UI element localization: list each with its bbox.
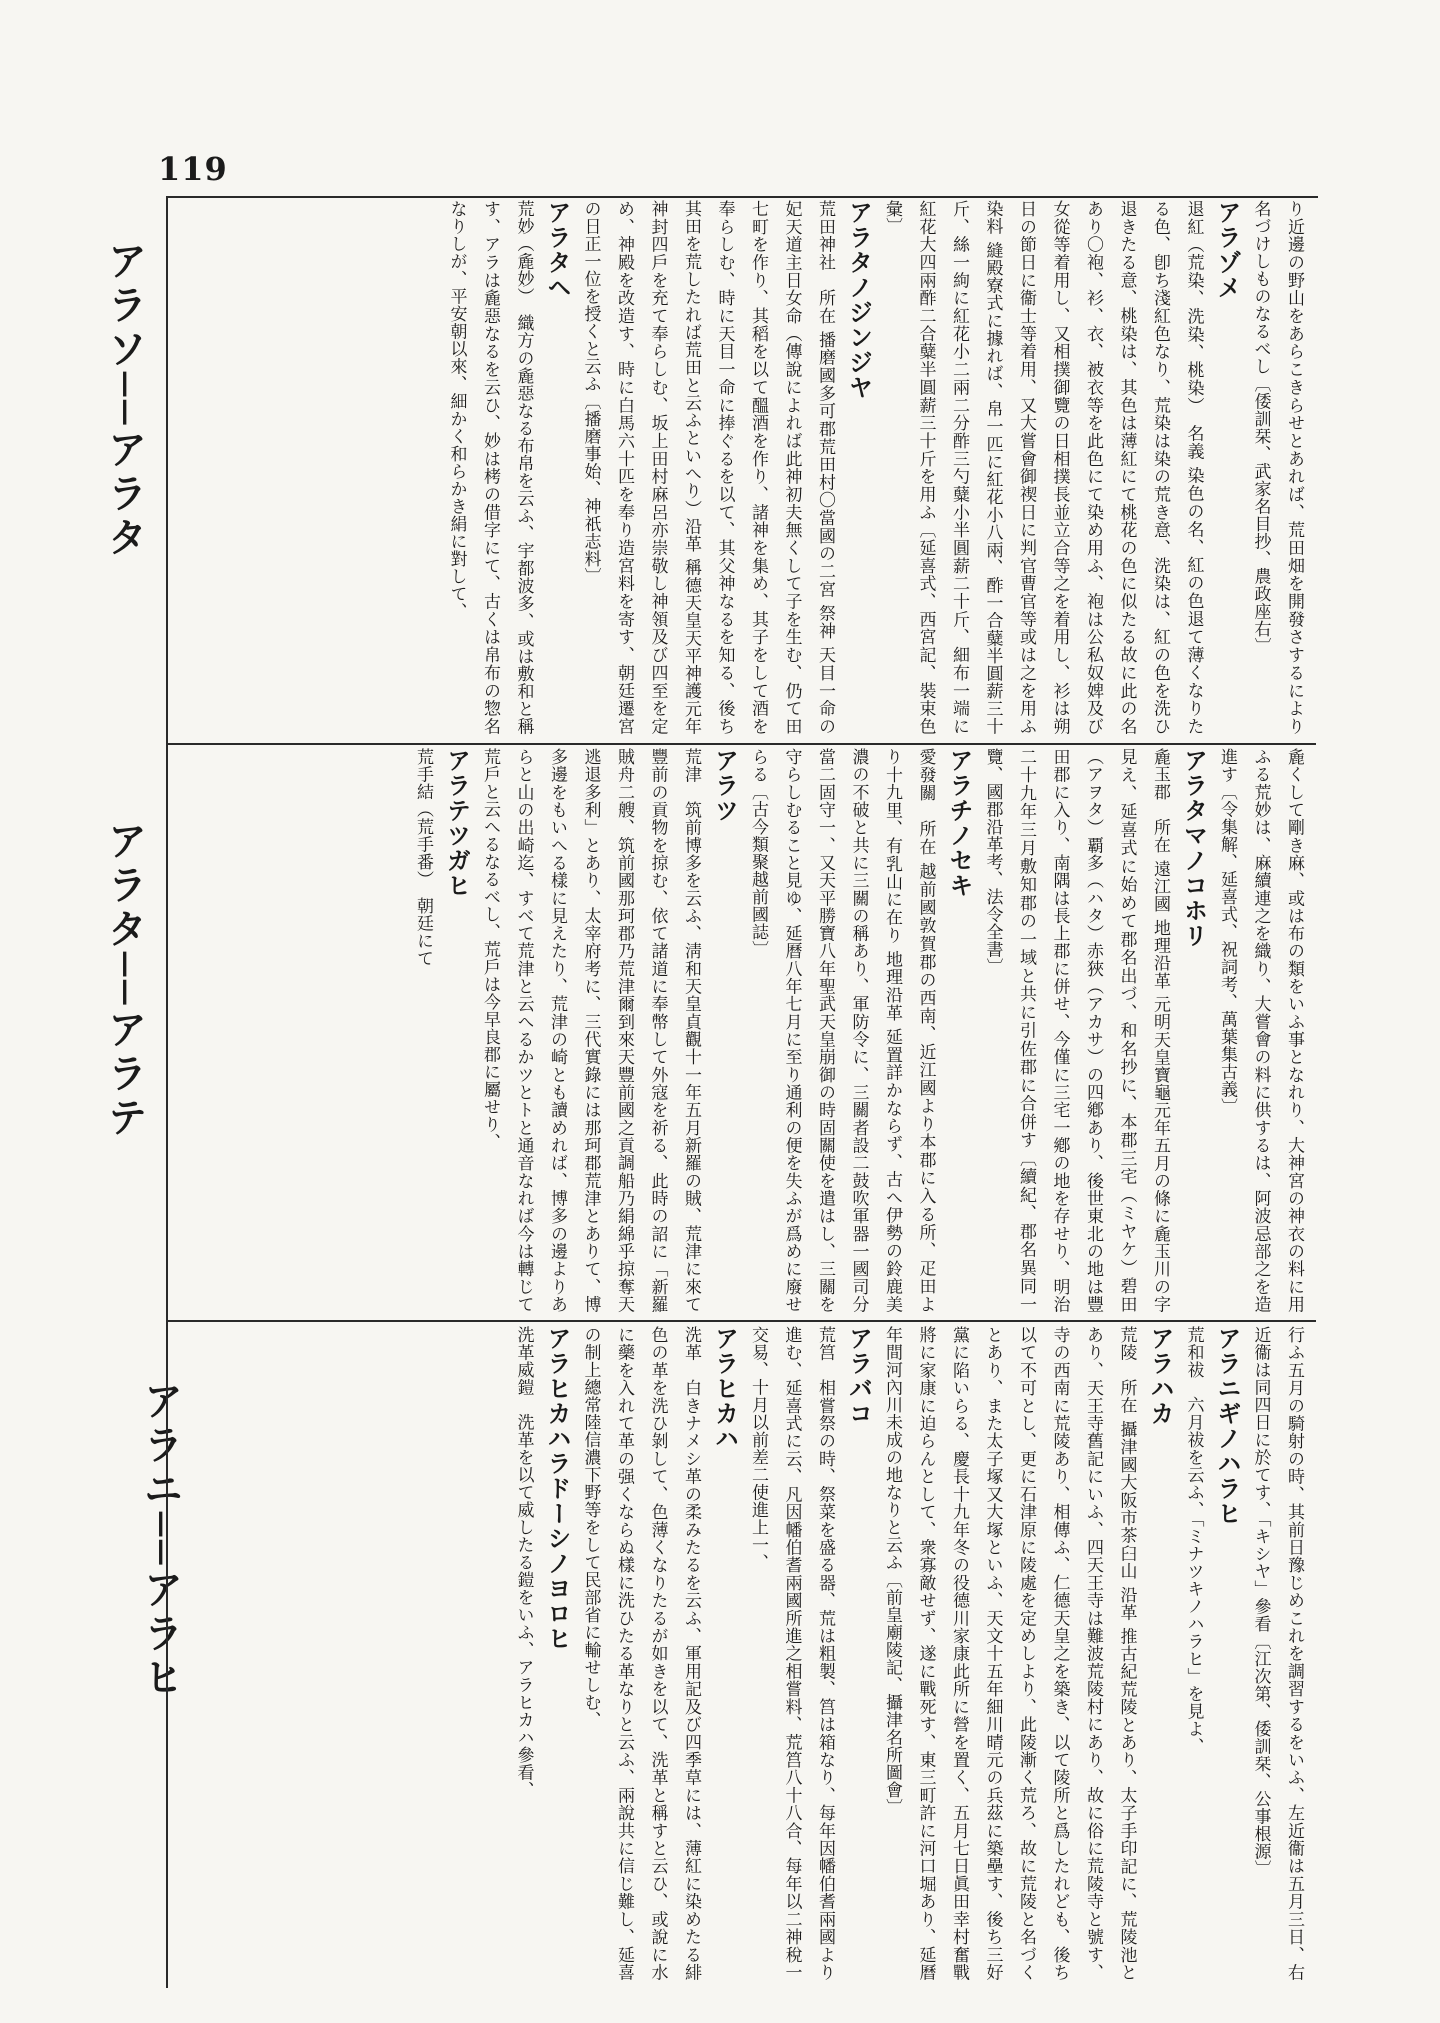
entry-headword: アラツ (710, 748, 739, 823)
entry-text: 洗革威鎧 洗革を以て威したる鎧をいふ、アラヒカハ參看、 (513, 1326, 534, 1799)
text-band-top (170, 200, 1310, 735)
entry-text: 荒和祓 六月祓を云ふ、「ミナツキノハラヒ」を見よ、 (1183, 1326, 1204, 1755)
entry-headword: アラヒカハラドーシノヨロヒ (543, 1326, 571, 1651)
entry-text: 荒陵 所在 攝津國大阪市茶臼山 沿革 推古紀荒陵とあり、太子手印記に、荒陵池とあり、天王寺舊記にいふ、四天王寺は難波荒陵村にあり、故に俗に荒陵寺と號す、寺の西南に荒陵あり、相傳ふ、仁德天皇之を築き、以て陵所と爲したれども、後ち以て不可とし、更に石津原に陵處を定めしより、此陵漸く荒ろ、故に荒陵と名づくとあり、また太子塚又大塚といふ、天文十五年細川晴元の兵茲に築壘す、後ち三好黨に陷いらる、慶長十九年冬の役德川家康此所に營を置く、五月七日眞田幸村奮戰將に家康に迫らんとして、衆寡敵せず、遂に戰死す、東三町許に河口堀あり、延曆年間河內川未成の地なりと云ふ〔前皇廟陵記、攝津名所圖會〕 (882, 1326, 1137, 1981)
entry-headword: アラバコ (844, 1326, 873, 1426)
entry-text: 荒手結（荒手番） 朝廷にて (413, 748, 433, 967)
entry-headword: アラチノセキ (945, 748, 973, 898)
band-divider (166, 1320, 1316, 1322)
entry-text: 麁玉郡 所在 遠江國 地理沿革 元明天皇寶龜元年五月の條に麁玉川の字見え、延喜式に始めて郡名出づ、和名抄に、本郡三宅（ミヤケ）碧田（アヲタ）覇多（ハタ）赤狹（アカサ）の四鄕あり、後世東北の地は豐田郡に入り、南隅は長上郡に併せ、今僅に三宅一鄕の地を存せり、明治二十九年三月敷知郡の一域と共に引佐郡に合併す〔續紀、郡名異同一覽、國郡沿革考、法令全書〕 (982, 748, 1170, 1313)
entry-headword: アラゾメ (1213, 200, 1241, 300)
continued-text: 麁くして剛き麻、或は布の類をいふ事となれり、大神宮の神衣の料に用ふる荒妙は、麻續連之を織り、大嘗會の料に供するは、阿波忌部之を造進す〔令集解、延喜式、祝詞考、萬葉集古義〕 (1217, 748, 1304, 1313)
text-band-bottom (170, 1326, 1310, 1981)
page-number: 119 (158, 150, 228, 188)
entry-headword: アラヒカハ (710, 1326, 739, 1451)
running-head-bottom: アラニ──アラヒ (137, 1380, 183, 1701)
continued-text: り近邊の野山をあらこきらせとあれば、荒田畑を開發さするにより名づけしものなるべし〔倭訓栞、武家名目抄、農政座右〕 (1250, 200, 1304, 735)
vertical-text-block (170, 1326, 1310, 1981)
entry-text: 退紅（荒染、洗染、桃染） 名義 染色の名、紅の色退て薄くなりたる色、卽ち淺紅色なり、荒染は染の荒き意、洗染は、紅の色を洗ひ退きたる意、桃染は、其色は薄紅にて桃花の色に似たる故に此の名あり〇袍、衫、衣、被衣等を此色にて染め用ふ、袍は公私奴婢及び女從等着用し、又相撲御覽の日相撲長並立合等之を着用し、衫は朔日の節日に衞士等着用、又大嘗會御禊日に判官曹官等或は之を用ふ 染料 縫殿寮式に據れば、帛一匹に紅花小八兩、酢一合糵半圓薪三十斤、絲一絇に紅花小二兩二分酢三勺糵小半圓薪二十斤、細布一端に紅花大四兩酢二合糵半圓薪三十斤を用ふ〔延喜式、西宮記、裝束色彙〕 (882, 200, 1204, 735)
band-divider (166, 743, 1316, 745)
text-band-middle (170, 748, 1310, 1313)
entry-headword: アラタノジンジヤ (844, 200, 873, 400)
entry-text: 愛發關 所在 越前國敦賀郡の西南、近江國より本郡に入る所、疋田より十九里、有乳山に在り 地理沿革 延置詳かならず、古へ伊勢の鈴鹿美濃の不破と共に三關の稱あり、軍防令に、三關者設二鼓吹軍器一國司分當二固守一、又天平勝寶八年聖武天皇崩御の時固關使を遣はし、三關を守らしむること見ゆ、延曆八年七月に至り通利の便を失ふが爲めに廢せらる〔古今類聚越前國誌〕 (748, 748, 936, 1313)
entry-headword: アラハカ (1146, 1326, 1174, 1426)
vertical-text-block (170, 200, 1310, 735)
entry-text: 洗革 白きナメシ革の柔みたるを云ふ、軍用記及び四季草には、薄紅に染めたる緋色の革を洗ひ剝して、色薄くなりたるが如きを以て、洗革と稱すと云ひ、或說に水に藥を入れて革の强くならぬ樣に洗ひたる革なりと云ふ、兩說共に信じ難し、延喜の制上總常陸信濃下野等をして民部省に輸せしむ、 (580, 1326, 701, 1981)
entry-headword: アラテツガヒ (442, 748, 471, 898)
entry-text: 荒妙（麁妙） 織方の麁惡なる布帛を云ふ、宇都波多、或は敷和と稱す、アラは麁惡なるを云ひ、妙は栲の借字にて、古くは帛布の惣名なりしが、平安朝以來、細かく和らかき絹に對して、 (446, 200, 534, 735)
entry-text: 荒津 筑前博多を云ふ、淸和天皇貞觀十一年五月新羅の賊、荒津に來て豐前の貢物を掠む、依て諸道に奉幣して外寇を祈る、此時の詔に「新羅賊舟二艘、筑前國那珂郡乃荒津爾到來天豐前國之貢調船乃絹綿乎掠奪天逃退多利」とあり、太宰府考に、三代實錄には那珂郡荒津とありて、博多邊をもいへる樣に見えたり、荒津の崎とも讀めれば、博多の邊よりあらと山の出崎迄、すべて荒津と云へるかツとトと通音なれば今は轉じて荒戶と云へるなるべし、荒戶は今早良郡に屬せり、 (480, 748, 701, 1313)
entry-headword: アラニギノハラヒ (1213, 1326, 1241, 1526)
entry-text: 荒筥 相嘗祭の時、祭菜を盛る器、荒は粗製、筥は箱なり、每年因幡伯耆兩國より進む、延喜式に云、凡因幡伯耆兩國所進之相嘗料、荒筥八十八合、每年以二神稅一交易、十月以前差二使進上一、 (748, 1326, 835, 1981)
entry-text: 荒田神社 所在 播磨國多可郡荒田村〇當國の二宮 祭神 天目一命の妃天道主日女命（傳說によれば此神初夫無くして子を生む、仍て田七町を作り、其稻を以て醞酒を作り、諸神を集め、其子をして酒を奉らしむ、時に天目一命に捧ぐるを以て、其父神なるを知る、後ち其田を荒したれば荒田と云ふといへり）沿革 稱德天皇天平神護元年神封四戶を充て奉らしむ、坂上田村麻呂亦崇敬し神領及び四至を定め、神殿を改造す、時に白馬六十匹を奉り造宮料を寄す、朝廷遷宮の日正一位を授くと云ふ〔播磨事始、神祇志料〕 (580, 200, 835, 735)
entry-headword: アラタヘ (543, 200, 571, 300)
vertical-text-block (170, 748, 1310, 1313)
running-head-middle: アラタ──アラテ (101, 820, 147, 1141)
continued-text: 行ふ五月の騎射の時、其前日豫じめこれを調習するをいふ、左近衞は五月三日、右近衞は同四日に於てす、「キシヤ」參看〔江次第、倭訓栞、公事根源〕 (1250, 1326, 1304, 1981)
entry-headword: アラタマノコホリ (1179, 748, 1208, 948)
running-head-top: アラソ──アラタ (101, 240, 147, 561)
